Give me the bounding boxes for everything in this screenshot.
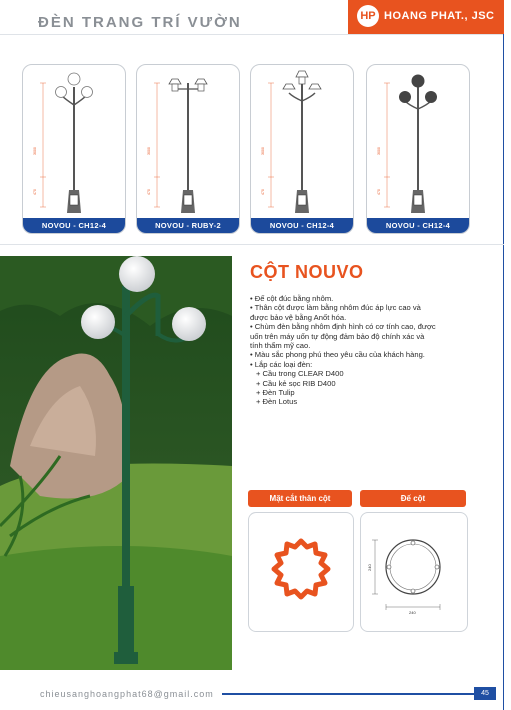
desc-line: + Cầu kẻ sọc RIB D400 xyxy=(256,378,336,388)
dim-total-1: 3000 xyxy=(33,147,37,155)
dim-total-2: 3000 xyxy=(147,147,151,155)
page-number: 45 xyxy=(474,687,496,700)
base-width-label: 240 xyxy=(409,610,416,615)
desc-line: • Lắp các loại đèn: xyxy=(250,359,313,369)
product-description xyxy=(250,294,468,407)
desc-line: uốn trên máy uốn tự động đảm bảo độ chính xác và xyxy=(250,331,425,341)
product-card-4 xyxy=(366,64,470,234)
desc-line: • Đế cột đúc bằng nhôm. xyxy=(250,294,334,303)
dim-base-1: 470 xyxy=(33,189,37,195)
base-drawing xyxy=(360,512,468,632)
dim-total-4: 3000 xyxy=(377,147,381,155)
section-divider xyxy=(0,244,504,245)
desc-line: tính thẩm mỹ cao. xyxy=(250,341,311,351)
dim-base-3: 470 xyxy=(261,189,265,195)
product-label-3: NOVOU - CH12-4 xyxy=(251,218,353,233)
footer-email: chieusanghoangphat68@gmail.com xyxy=(40,689,214,699)
desc-line: được bảo vệ bằng Anốt hóa. xyxy=(250,312,347,322)
desc-line: • Chùm đèn bằng nhôm định hình có cơ tính cao, được xyxy=(250,322,436,332)
product-photo xyxy=(0,256,232,670)
base-height-label: 240 xyxy=(367,564,372,571)
product-label-4: NOVOU - CH12-4 xyxy=(367,218,469,233)
desc-line: • Màu sắc phong phú theo yêu cầu của khách hàng. xyxy=(250,350,425,360)
base-tab: Đế cột xyxy=(360,490,466,507)
brand-logo: HP xyxy=(357,5,379,27)
dim-base-2: 470 xyxy=(147,189,151,195)
product-label-2: NOVOU - RUBY-2 xyxy=(137,218,239,233)
section-profile-tab: Mặt cắt thân cột xyxy=(248,490,352,507)
footer-rule xyxy=(222,693,474,695)
section-profile-drawing xyxy=(248,512,354,632)
product-title: CỘT NOUVO xyxy=(250,262,364,282)
brand-name: HOANG PHAT., JSC xyxy=(384,10,495,22)
desc-line: + Đèn Lotus xyxy=(256,397,298,407)
page-header-title: ĐÈN TRANG TRÍ VƯỜN xyxy=(38,14,242,31)
dim-base-4: 470 xyxy=(377,189,381,195)
page-edge-rule xyxy=(503,34,504,710)
desc-line: + Đèn Tulip xyxy=(256,388,295,398)
product-card-1 xyxy=(22,64,126,234)
product-card-3 xyxy=(250,64,354,234)
header-divider xyxy=(0,34,504,35)
dim-total-3: 3000 xyxy=(261,147,265,155)
desc-line: • Thân cột được làm bằng nhôm đúc áp lực cao và xyxy=(250,303,421,313)
product-card-2 xyxy=(136,64,240,234)
desc-line: + Cầu trong CLEAR D400 xyxy=(256,369,344,379)
product-label-1: NOVOU - CH12-4 xyxy=(23,218,125,233)
